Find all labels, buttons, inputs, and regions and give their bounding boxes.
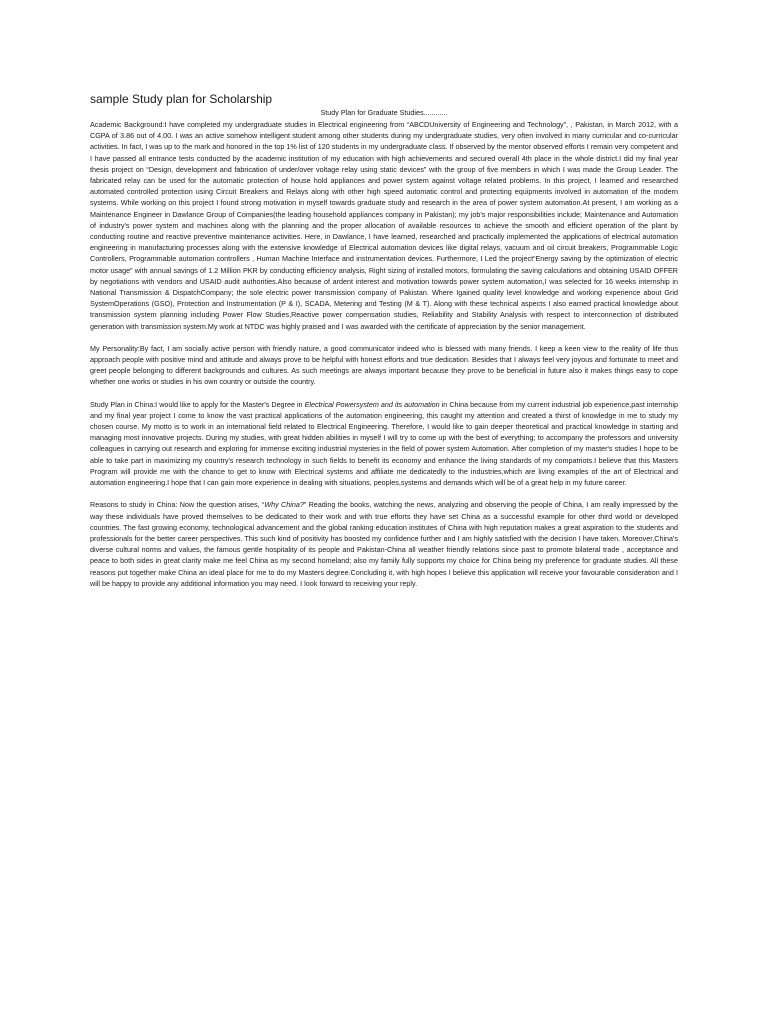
document-body [90,92,678,589]
study-plan-text-start: Study Plan in China:I would like to apply for the Master's Degree in [90,399,305,409]
reasons-text-end: ” Reading the books, watching the news, analyzing and observing the people of China, I am really impressed by the way these individuals have proved themselves to be dedicated to their work and with true efforts they have set China as a successful example for other third world or developed countries. The fast growing economy, technological advancement and the global ranking education institutes of China with high reputation makes a great aspiration to the students and professionals for the better career perspectives. This such kind of positivity has boosted my confidence further and I am highly satisfied with the decision I have taken. Moreover,China's diverse cultural norms and values, the famous gentle hospitality of its people and Pakistan-China all weather friendly relations since past to promote bilateral trade , acceptance and peace to both sides in great clarity make me feel China as my second homeland; also my family fully supports my choice for China being my preference for graduate studies. All these reasons put together make China an ideal place for me to do my Masters degree.Concluding it, with high hopes I believe this application will receive your favourable consideration and I will be happy to provide any additional information you may need. I look forward to receiving your reply. [90,500,679,588]
document-title: sample Study plan for Scholarship [90,92,273,106]
reasons-text-start: Reasons to study in China: Now the question arises, “ [90,500,265,510]
why-china-emphasis: Why China? [264,500,304,510]
personality-paragraph: My Personality:By fact, I am socially active person with friendly nature, a good communicator indeed who is blessed with many friends. I keep a keen view to the reality of life thus approach people with positive mind and attitude and always prove to be helpful with honest efforts and true dedication. Besides that I always feel very joyous and fortunate to meet and greet people belonging to different backgrounds and cultures. As such meetings are always important because they prove to be beneficial in future also it makes things easy to cope whether one works or studies in his own country or outside the country. [90,343,678,387]
study-plan-text-end: in China because from my current industrial job experience,past internship and my final year project I come to know the vast practical applications of the automation engineering, this caught my attention and created a thirst of knowledge in me to study my chosen course. My motto is to work in an international field related to Electrical Engineering. Therefore, I would like to gain deeper theoretical and practical knowledge in starting and managing most innovative projects. During my studies, with great hidden abilities in myself I will try to come up with the best of everything; to accompany the professors and university colleagues in carrying out research and exploring for immense exciting industrial mysteries in the field of power system Automation. After completion of my master's studies I hope to be able to take part in maximizing my country's research technology in such fields to benefit its economy and enhance the living standards of my compatriots.I believe that this Masters Program will provide me with the chance to get to know with Electrical systems and affiliate me dedicatedly to the industries,which are living examples of the art of Electrical and automation engineering.I hope that I can gain more experience in dealing with situations, peoples,systems and demands which will be of a great help in my future career. [90,399,678,488]
course-name-emphasis: Electrical Powersystem and its automation [304,399,440,409]
study-plan-heading: Study Plan for Graduate Studies............ [320,108,448,117]
academic-background-paragraph: Academic Background:I have completed my undergraduate studies in Electrical engineering from “ABCDUniversity of Engineering and Technology”, , Pakistan, in March 2012, with a CGPA of 3.86 out of 4.00. I was an active somehow intelligent student among other students during my undergraduate studies, very often involved in many curricular and co-curricular activities. In fact, I was up to the mark and honored in the top 1% list of 120 students in my undergraduate class. If observed by the mentor observed efforts I remain very competent and I have passed all entrance tests conducted by the academic institution of my education with high achievements and secured overall 4th place in the whole district.I did my final year thesis project on “Design, development and fabrication of under/over voltage relay using static devices” with the group of five members in which I was made the Group Leader. The fabricated relay can be used for the automatic protection of house hold appliances and power system against voltage related problems. In this project, I learned and researched automated controlled protection using Circuit Breakers and Relays along with other high speed automatic control and protecting equipments involved in automation of the modern systems. While working on this project I found strong motivation in myself towards graduate study and research in the area of power system automation.At present, I am working as a Maintenance Engineer in Dawlance Group of Companies(the leading household appliances company in Pakistan); my job's major responsibilities include; Maintenance and Automation of industry's power system and machines along with the planning and the proper allocation of available resources to achieve the smooth and efficient operation of the plant by conducting routine and reactive preventive maintenance activities. Here, in Dawlance, I have learned, researched and practically implemented the applications of electrical automation engineering in manufacturing processes along with the extensive knowledge of Electrical automation devices like digital relays, vacuum and oil circuit breakers, Programmable Logic Controllers, Programmable automation controllers , Human Machine Interface and instrumentation devices. Furthermore, I Led the project“Energy saving by the optimization of electric motor usage” with annual savings of 1.2 Million PKR by conducting efficiency analysis, Right sizing of installed motors, formulating the saving calculations and obtaining USAID OFFER by negotiations with vendors and USAID audit authorities.Also because of ardent interest and motivation towards power system automation,I was selected for 16 weeks internship in National Transmission & DispatchCompany; the sole electric power transmission company of Pakistan. Where Igained quality level knowledge and working experience about Grid SystemOperations (GSO), Protection and Instrumentation (P & I), SCADA, Metering and Testing (M & T). Along with these technical aspects I also earned practical knowledge about transmission system planning including Power Flow Studies,Reactive power compensation studies, Reliability and Stability Analysis with respect to interconnection of distributed generation with transmission system.My work at NTDC was highly praised and I was awarded with the certificate of appreciation by the senior management. [90,120,678,331]
reasons-paragraph [90,499,678,589]
study-plan-paragraph [90,399,678,489]
